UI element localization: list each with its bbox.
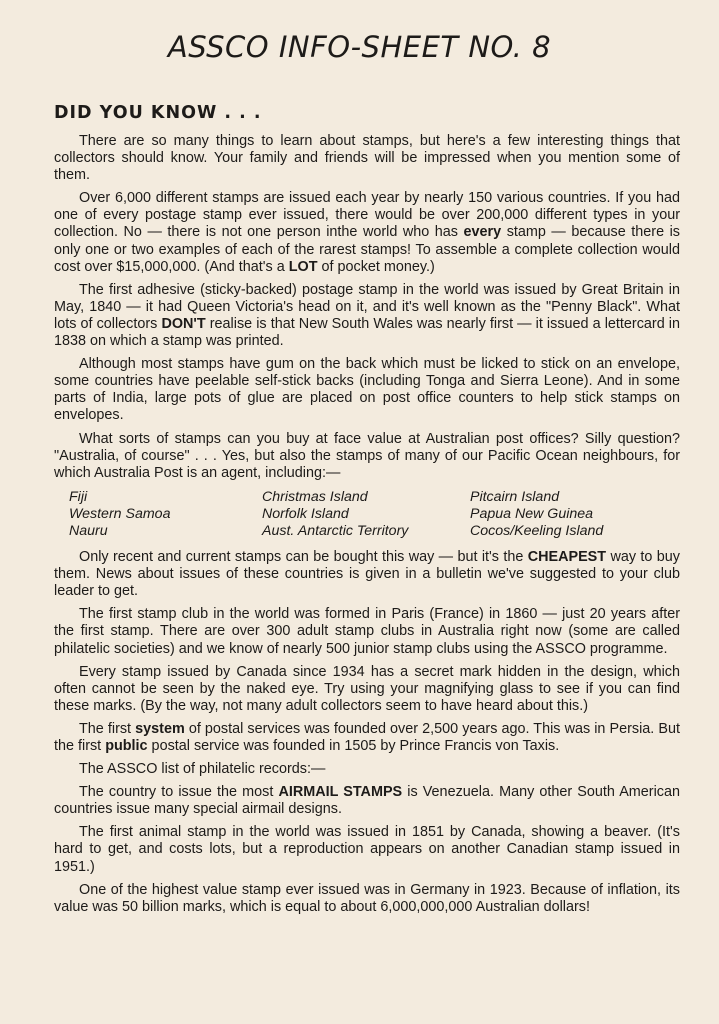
- paragraph-stamp-club: The first stamp club in the world was formed in Paris (France) in 1860 — just 20 years after the first stamp. There are over 300 adult stamp clubs in Australia right now (some are called philatelic societies) and we know of nearly 500 junior stamp clubs using the ASSCO programme.: [54, 606, 680, 657]
- paragraph-canada-secret-mark: Every stamp issued by Canada since 1934 has a secret mark hidden in the design, which often cannot be seen by the naked eye. Try using your magnifying glass to see if you can find these marks. (By the way, not many adult collectors seem to have heard about this.): [54, 663, 680, 714]
- territory-item: Aust. Antarctic Territory: [262, 522, 409, 539]
- paragraph-records-intro: The ASSCO list of philatelic records:—: [79, 761, 326, 778]
- territory-item: Papua New Guinea: [470, 505, 594, 522]
- territory-item: Fiji: [69, 488, 88, 505]
- territory-item: Cocos/Keeling Island: [470, 522, 604, 539]
- territory-item: Pitcairn Island: [470, 488, 560, 505]
- paragraph-postal-history: The first system of postal services was founded over 2,500 years ago. This was in Persia. But the first public postal service was founded in 1505 by Prince Francis von Taxis.: [54, 720, 680, 754]
- territory-column-2: [262, 489, 470, 540]
- section-heading: DID YOU KNOW . . .: [54, 103, 262, 123]
- paragraph-gum: Although most stamps have gum on the back which must be licked to stick on an envelope, some countries have peelable self-stick backs (including Tonga and Sierra Leone). And in some parts of India, large pots of glue are placed on post office counters to help stick stamps on envelopes.: [54, 356, 680, 424]
- paragraph-stamp-counts: Over 6,000 different stamps are issued each year by nearly 150 various countries. If you had one of every postage stamp ever issued, there would be over 200,000 different types in your collection. No — there is not one person inthe world who has every stamp — because there is only one or two examples of each of the rarest stamps! To assemble a complete collection would cost over $15,000,000. (And that's a LOT of pocket money.): [54, 190, 680, 275]
- territory-item: Christmas Island: [262, 488, 368, 505]
- paragraph-intro: There are so many things to learn about stamps, but here's a few interesting things that collectors should know. Your family and friends will be impressed when you mention some of them.: [54, 133, 680, 184]
- territory-item: Western Samoa: [69, 505, 171, 522]
- territory-column-1: [69, 489, 262, 540]
- paragraph-cheapest: Only recent and current stamps can be bought this way — but it's the CHEAPEST way to buy them. News about issues of these countries is given in a bulletin we've suggested to your club leader to get.: [54, 549, 680, 600]
- territory-item: Nauru: [69, 522, 108, 539]
- paragraph-highest-value: One of the highest value stamp ever issued was in Germany in 1923. Because of inflation, its value was 50 billion marks, which is equal to about 6,000,000,000 Australian dollars!: [54, 881, 680, 915]
- body-text: [54, 133, 680, 922]
- paragraph-airmail: The country to issue the most AIRMAIL STAMPS is Venezuela. Many other South American countries issue many special airmail designs.: [54, 784, 680, 818]
- paragraph-face-value: What sorts of stamps can you buy at face value at Australian post offices? Silly question? "Australia, of course" . . . Yes, but also the stamps of many of our Pacific Ocean neighbours, for which Australia Post is an agent, including:—: [54, 430, 680, 481]
- sheet-title: ASSCO INFO-SHEET NO. 8: [167, 30, 552, 64]
- paragraph-animal-stamp: The first animal stamp in the world was issued in 1851 by Canada, showing a beaver. (It's hard to get, and costs lots, but a reproduction appears on another Canadian stamp issued in 1951.): [54, 824, 680, 875]
- territory-list: [69, 489, 680, 540]
- territory-column-3: [470, 489, 680, 540]
- paragraph-penny-black: The first adhesive (sticky-backed) postage stamp in the world was issued by Great Britain in May, 1840 — it had Queen Victoria's head on it, and it's well known as the "Penny Black". What lots of collectors DON'T realise is that New South Wales was nearly first — it issued a lettercard in 1838 on which a stamp was printed.: [54, 281, 680, 350]
- territory-item: Norfolk Island: [262, 505, 349, 522]
